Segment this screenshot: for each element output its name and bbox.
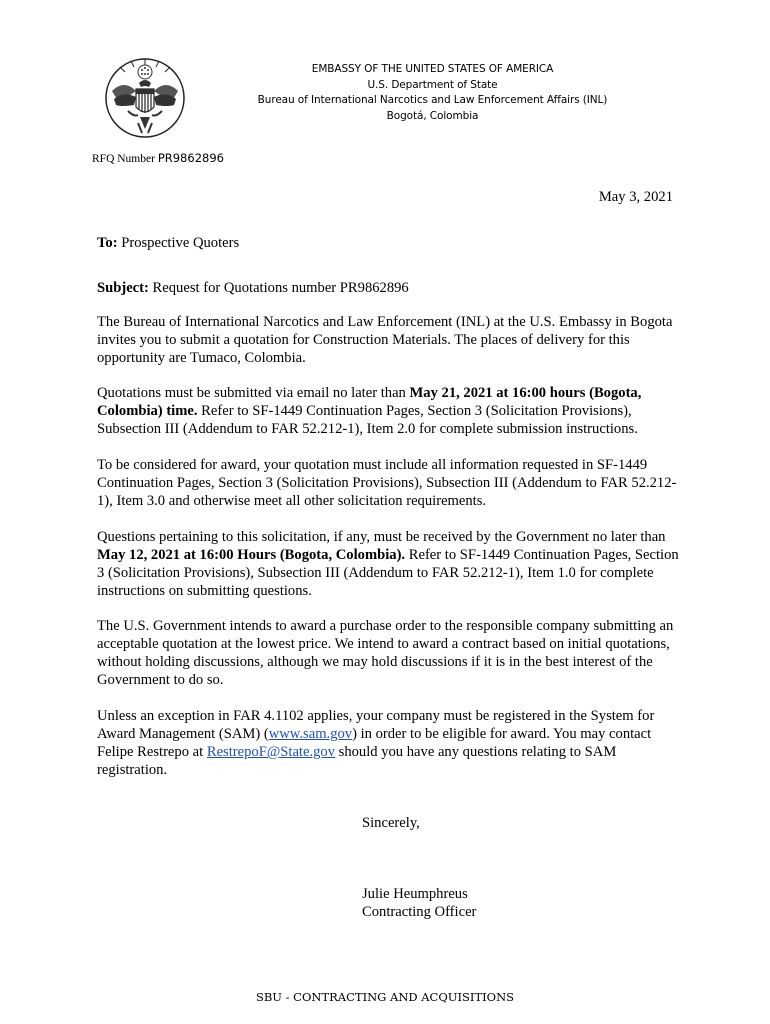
rfq-number bbox=[92, 151, 224, 165]
p6-text-a: Unless an exception in FAR 4.1102 applies, your company must be registered in the System for Award Management (SAM) ( bbox=[97, 708, 655, 742]
to-value: Prospective Quoters bbox=[121, 235, 240, 251]
p4-deadline: May 12, 2021 at 16:00 Hours (Bogota, Colombia). bbox=[97, 547, 406, 563]
paragraph-questions-deadline bbox=[97, 528, 687, 600]
subject-line bbox=[97, 279, 687, 297]
p2-text-c: Refer to SF-1449 Continuation Pages, Section 3 (Solicitation Provisions), Subsection III (Addendum to FAR 52.212-1), Item 2.0 for complete submission instructions. bbox=[97, 403, 638, 437]
subject-label: Subject: bbox=[97, 280, 149, 296]
paragraph-award-requirements: To be considered for award, your quotation must include all information requested in SF-1449 Continuation Pages, Section 3 (Solicitation Provisions), Subsection III (Addendum to FAR 52.212-1), Item 3.0 and otherwise meet all other solicitation requirements. bbox=[97, 457, 677, 509]
p2-text-a: Quotations must be submitted via email no later than bbox=[97, 385, 410, 401]
paragraph-sam-registration bbox=[97, 707, 687, 779]
paragraph-submission-deadline bbox=[97, 384, 687, 438]
p2-deadline: May 21, 2021 at 16:00 hours (Bogota, Colombia) time. bbox=[97, 385, 642, 419]
signer-title: Contracting Officer bbox=[362, 904, 477, 920]
p6-text-c: should you have any questions relating to SAM registration. bbox=[97, 744, 617, 778]
rfq-value: PR9862896 bbox=[157, 151, 224, 165]
letter-date: May 3, 2021 bbox=[598, 189, 673, 205]
letterhead-line-bureau: Bureau of International Narcotics and Law Enforcement Affairs (INL) bbox=[257, 94, 608, 106]
p4-text-a: Questions pertaining to this solicitation, if any, must be received by the Government no later than bbox=[97, 529, 666, 545]
closing: Sincerely, bbox=[362, 815, 420, 831]
to-label: To: bbox=[97, 235, 118, 251]
sam-website-link[interactable]: www.sam.gov bbox=[268, 726, 353, 742]
paragraph-award-intent: The U.S. Government intends to award a purchase order to the responsible company submitting an acceptable quotation at the lowest price. We intend to award a contract based on initial quotations, without holding discussions, although we may hold discussions if it is in the best interest of the Government to do so. bbox=[97, 618, 674, 688]
letterhead-line-city: Bogotá, Colombia bbox=[386, 109, 479, 122]
paragraph-invitation: The Bureau of International Narcotics and Law Enforcement (INL) at the U.S. Embassy in Bogota invites you to submit a quotation for Construction Materials. The places of delivery for this opportunity are Tumaco, Colombia. bbox=[97, 314, 673, 366]
contact-email-link[interactable]: RestrepoF@State.gov bbox=[206, 744, 335, 760]
letterhead bbox=[200, 62, 665, 124]
p4-text-c: Refer to SF-1449 Continuation Pages, Section 3 (Solicitation Provisions), Subsection III (Addendum to FAR 52.212-1), Item 1.0 for complete instructions on submitting questions. bbox=[97, 547, 679, 599]
letterhead-line-department: U.S. Department of State bbox=[367, 78, 498, 91]
recipient-line bbox=[97, 234, 687, 252]
signer-name: Julie Heumphreus bbox=[362, 886, 468, 902]
subject-value: Request for Quotations number PR9862896 bbox=[152, 280, 409, 296]
page-footer: SBU - CONTRACTING AND ACQUISITIONS bbox=[255, 990, 515, 1004]
p6-text-b: ) in order to be eligible for award. You may contact Felipe Restrepo at bbox=[97, 726, 652, 760]
signature-block bbox=[362, 885, 476, 921]
rfq-label: RFQ Number bbox=[92, 153, 155, 165]
great-seal-icon bbox=[104, 57, 186, 139]
letterhead-line-embassy: EMBASSY OF THE UNITED STATES OF AMERICA bbox=[311, 63, 554, 75]
